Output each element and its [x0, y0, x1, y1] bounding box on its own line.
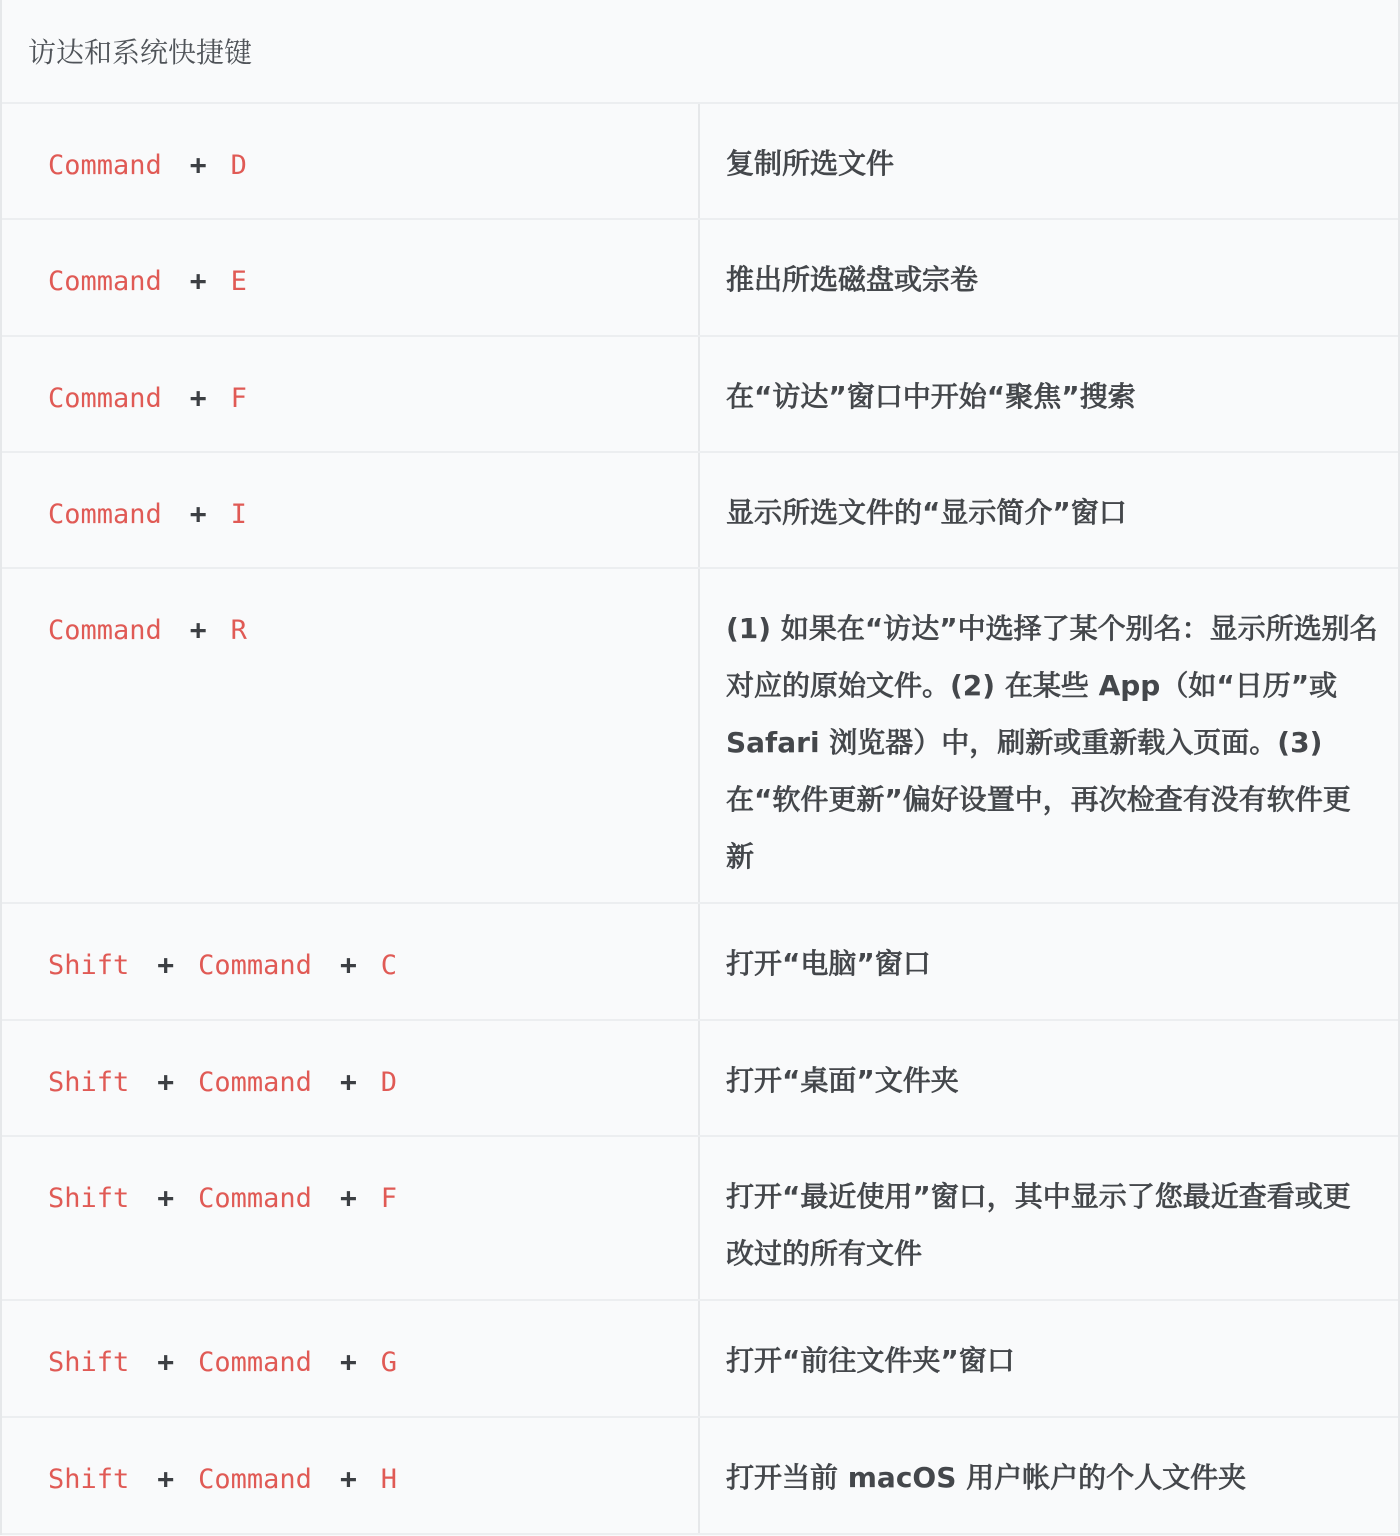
- key-code: R: [230, 615, 247, 646]
- shortcut-description: 显示所选文件的“显示简介”窗口: [726, 496, 1127, 529]
- shortcut-description: 打开“桌面”文件夹: [726, 1064, 959, 1097]
- shortcut-description: (1) 如果在“访达”中选择了某个别名：显示所选别名对应的原始文件。(2) 在某些 App（如“日历”或 Safari 浏览器）中，刷新或重新载入页面。(3) 在“软件更新”偏好设置中，再次检查有没有软件更新: [726, 612, 1378, 873]
- plus-separator: +: [339, 1462, 357, 1495]
- plus-separator: +: [189, 613, 207, 646]
- plus-separator: +: [157, 948, 175, 981]
- key-code: Shift: [48, 1347, 130, 1378]
- key-code: I: [230, 499, 247, 530]
- key-code: Command: [48, 266, 162, 297]
- key-code: F: [230, 383, 247, 414]
- shortcut-keys-cell: [2, 1021, 700, 1135]
- key-code: Command: [198, 1347, 312, 1378]
- shortcut-keys-cell: [2, 904, 700, 1019]
- plus-separator: +: [339, 1181, 357, 1214]
- shortcut-row: [2, 453, 1398, 569]
- key-code: Shift: [48, 950, 130, 981]
- key-code: Command: [48, 383, 162, 414]
- key-code: D: [230, 150, 247, 181]
- key-code: Shift: [48, 1067, 130, 1098]
- plus-separator: +: [339, 948, 357, 981]
- key-code: Command: [48, 150, 162, 181]
- key-code: G: [380, 1347, 398, 1378]
- shortcut-description: 打开“电脑”窗口: [726, 947, 931, 980]
- shortcut-description: 打开“前往文件夹”窗口: [726, 1344, 1015, 1377]
- shortcut-keys-cell: [2, 1137, 700, 1299]
- plus-separator: +: [339, 1345, 357, 1378]
- shortcut-row: [2, 569, 1398, 904]
- shortcut-keys-cell: [2, 453, 700, 567]
- plus-separator: +: [189, 381, 207, 414]
- key-code: C: [380, 950, 398, 981]
- key-code: D: [380, 1067, 398, 1098]
- plus-separator: +: [157, 1345, 175, 1378]
- shortcut-row: [2, 337, 1398, 453]
- key-code: Command: [48, 615, 162, 646]
- plus-separator: +: [189, 148, 207, 181]
- shortcut-description: 打开“最近使用”窗口，其中显示了您最近查看或更改过的所有文件: [726, 1180, 1351, 1270]
- key-code: Command: [48, 499, 162, 530]
- plus-separator: +: [157, 1065, 175, 1098]
- plus-separator: +: [189, 497, 207, 530]
- shortcut-description: 推出所选磁盘或宗卷: [726, 263, 979, 296]
- shortcut-keys-cell: [2, 220, 700, 335]
- key-code: Shift: [48, 1183, 130, 1214]
- shortcut-rows: [2, 104, 1398, 1535]
- shortcut-row: [2, 1021, 1398, 1137]
- shortcut-description: 在“访达”窗口中开始“聚焦”搜索: [726, 380, 1136, 413]
- key-code: Shift: [48, 1464, 130, 1495]
- plus-separator: +: [189, 264, 207, 297]
- shortcut-keys-cell: [2, 337, 700, 451]
- plus-separator: +: [157, 1462, 175, 1495]
- shortcut-keys-cell: [2, 1301, 700, 1416]
- shortcut-row: [2, 904, 1398, 1021]
- shortcut-keys-cell: [2, 104, 700, 218]
- shortcut-row: [2, 1301, 1398, 1418]
- shortcut-row: [2, 104, 1398, 220]
- shortcut-keys-cell: [2, 1418, 700, 1533]
- key-code: Command: [198, 1183, 312, 1214]
- shortcut-row: [2, 1418, 1398, 1535]
- shortcut-row: [2, 220, 1398, 337]
- key-code: Command: [198, 1067, 312, 1098]
- key-code: Command: [198, 950, 312, 981]
- shortcut-description: 打开当前 macOS 用户帐户的个人文件夹: [726, 1461, 1247, 1494]
- key-code: H: [380, 1464, 398, 1495]
- section-title: 访达和系统快捷键: [2, 0, 1398, 104]
- plus-separator: +: [339, 1065, 357, 1098]
- shortcut-description: 复制所选文件: [726, 147, 895, 180]
- key-code: Command: [198, 1464, 312, 1495]
- key-code: E: [230, 266, 247, 297]
- shortcut-keys-cell: [2, 569, 700, 902]
- key-code: F: [380, 1183, 398, 1214]
- plus-separator: +: [157, 1181, 175, 1214]
- shortcut-row: [2, 1137, 1398, 1301]
